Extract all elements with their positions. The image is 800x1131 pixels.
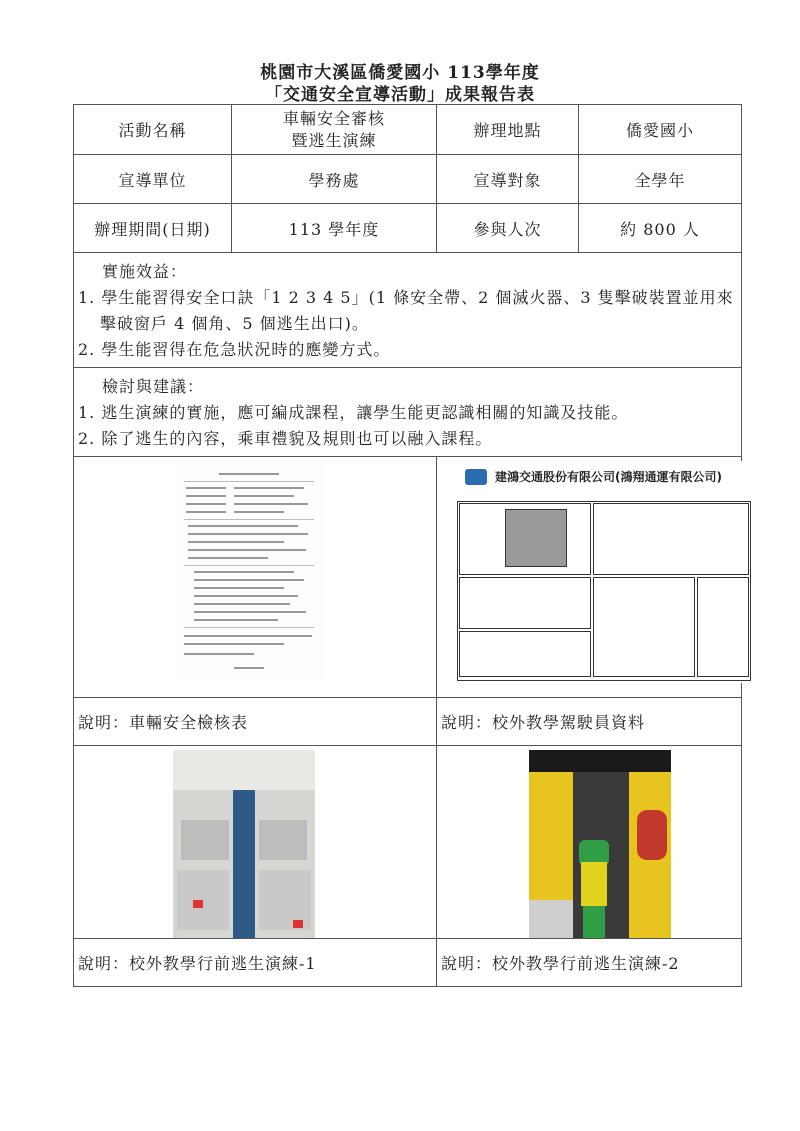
image-cell-checklist [74, 457, 437, 698]
review-item-2: 2. 除了逃生的內容，乘車禮貌及規則也可以融入課程。 [78, 429, 493, 448]
activity-label: 活動名稱 [74, 105, 232, 155]
unit-value: 學務處 [232, 155, 437, 204]
row-unit [74, 155, 742, 204]
caption-checklist: 說明：車輛安全檢核表 [74, 698, 437, 746]
row-images-2 [74, 746, 742, 939]
bus-logo-icon [465, 469, 487, 485]
row-activity [74, 105, 742, 155]
image-cell-drill-1 [74, 746, 437, 939]
period-value: 113 學年度 [232, 204, 437, 253]
attendance-value: 約 800 人 [579, 204, 742, 253]
review-block [74, 368, 742, 457]
report-table [73, 104, 742, 987]
activity-value [232, 105, 437, 155]
activity-value-line2: 暨逃生演練 [291, 130, 377, 150]
vehicle-checklist-image [174, 467, 324, 677]
caption-drill-1: 說明：校外教學行前逃生演練-1 [74, 939, 437, 987]
row-review [74, 368, 742, 457]
benefits-heading: 實施效益： [102, 262, 188, 281]
attendance-label: 參與人次 [437, 204, 579, 253]
review-item-1: 1. 逃生演練的實施，應可編成課程，讓學生能更認識相關的知識及技能。 [78, 403, 629, 422]
report-subtitle: 「交通安全宣導活動」成果報告表 [265, 85, 535, 105]
driver-document-image [453, 461, 753, 683]
caption-drill-2: 說明：校外教學行前逃生演練-2 [437, 939, 742, 987]
driver-doc-company: 建鴻交通股份有限公司(鴻翔通運有限公司) [495, 470, 722, 484]
row-benefits [74, 253, 742, 368]
benefit-item-2: 2. 學生能習得在危急狀況時的應變方式。 [78, 340, 391, 359]
benefit-item-1: 1. 學生能習得安全口訣「1 2 3 4 5」(1 條安全帶、2 個滅火器、3 隻擊破裝置並用來擊破窗戶 4 個角、5 個逃生出口)。 [78, 288, 734, 333]
activity-value-line1: 車輛安全審核 [282, 108, 385, 128]
row-period [74, 204, 742, 253]
venue-value: 僑愛國小 [579, 105, 742, 155]
unit-label: 宣導單位 [74, 155, 232, 204]
report-title: 桃園市大溪區僑愛國小 113學年度 [260, 63, 540, 83]
row-captions-2 [74, 939, 742, 987]
benefits-block [74, 253, 742, 368]
row-images-1 [74, 457, 742, 698]
review-heading: 檢討與建議： [102, 377, 205, 396]
row-captions-1 [74, 698, 742, 746]
period-label: 辦理期間(日期) [74, 204, 232, 253]
target-label: 宣導對象 [437, 155, 579, 204]
image-cell-drill-2 [437, 746, 742, 939]
venue-label: 辦理地點 [437, 105, 579, 155]
target-value: 全學年 [579, 155, 742, 204]
caption-driver: 說明：校外教學駕駛員資料 [437, 698, 742, 746]
bus-exit-photo [529, 750, 671, 938]
bus-interior-photo [173, 750, 315, 938]
image-cell-driver [437, 457, 742, 698]
